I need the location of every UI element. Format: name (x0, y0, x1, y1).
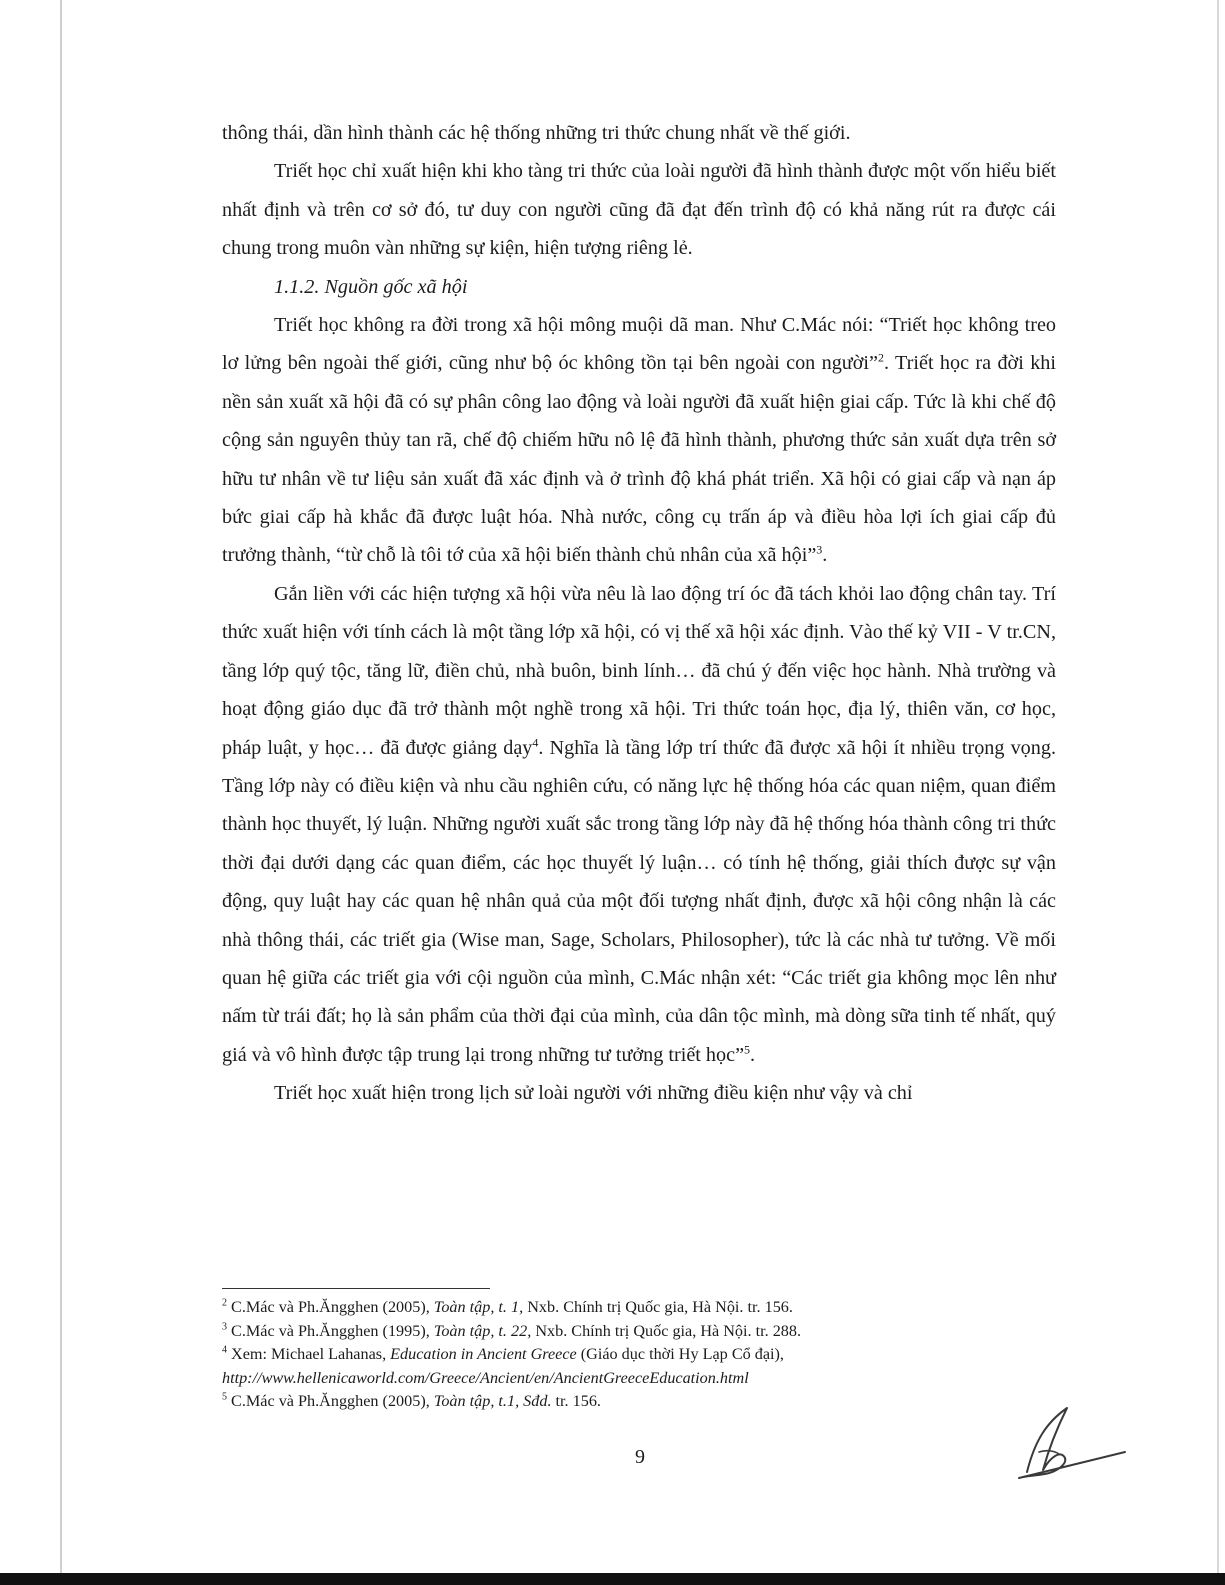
signature-mark (1005, 1400, 1135, 1490)
footnote-text: Toàn tập, t. 22, (433, 1321, 532, 1340)
paragraph-text: . Triết học ra đời khi nền sản xuất xã hội đã có sự phân công lao động và loài người đã xuất hiện giai cấp. Tức là khi chế độ cộng sản nguyên thủy tan rã, chế độ chiếm hữu nô lệ đã hình thành, phương thức sản xuất dựa trên sở hữu tư nhân về tư liệu sản xuất đã xác định và ở trình độ khá phát triển. Xã hội có giai cấp và nạn áp bức giai cấp hà khắc đã được luật hóa. Nhà nước, công cụ trấn áp và điều hòa lợi ích giai cấp đủ trưởng thành, “từ chỗ là tôi tớ của xã hội biến thành chủ nhân của xã hội” (222, 352, 1056, 567)
scan-edge-bottom (0, 1573, 1225, 1585)
body-text (222, 114, 1056, 1113)
footnote-text: Toàn tập, t. 1, (433, 1298, 524, 1316)
paragraph-text: Gắn liền với các hiện tượng xã hội vừa nêu là lao động trí óc đã tách khỏi lao động chân tay. Trí thức xuất hiện với tính cách là một tầng lớp xã hội, có vị thế xã hội xác định. Vào thế kỷ VII - V tr.CN, tầng lớp quý tộc, tăng lữ, điền chủ, nhà buôn, binh lính… đã chú ý đến việc học hành. Nhà trường và hoạt động giáo dục đã trở thành một nghề trong xã hội. Tri thức toán học, địa lý, thiên văn, cơ học, pháp luật, y học… đã được giảng dạy (222, 582, 1056, 759)
paragraph (222, 575, 1056, 1074)
paragraph-text: . Nghĩa là tầng lớp trí thức đã được xã hội ít nhiều trọng vọng. Tầng lớp này có điều kiện và nhu cầu nghiên cứu, có năng lực hệ thống hóa các quan niệm, quan điểm thành học thuyết, lý luận. Những người xuất sắc trong tầng lớp này đã hệ thống hóa thành công tri thức thời đại dưới dạng các quan điểm, các học thuyết lý luận… có tính hệ thống, giải thích được sự vận động, quy luật hay các quan hệ nhân quả của một đối tượng nhất định, được xã hội công nhận là các nhà thông thái, các triết gia (Wise man, Sage, Scholars, Philosopher), tức là các nhà tư tưởng. Về mối quan hệ giữa các triết gia với cội nguồn của mình, C.Mác nhận xét: “Các triết gia không mọc lên như nấm từ trái đất; họ là sản phẩm của thời đại của mình, của dân tộc mình, mà dòng sữa tinh tế nhất, quý giá và vô hình được tập trung lại trong những tư tưởng triết học” (222, 736, 1056, 1066)
footnote-ref: 4 (532, 734, 539, 749)
footnote-ref: 5 (744, 1042, 751, 1057)
footnote-separator (222, 1288, 490, 1289)
paragraph (222, 306, 1056, 575)
footnote-text: Toàn tập, t.1, Sđd. (433, 1392, 552, 1411)
footnote-number: 4 (222, 1344, 227, 1356)
paragraph-text: Triết học xuất hiện trong lịch sử loài người với những điều kiện như vậy và chỉ (274, 1082, 913, 1105)
paragraph-text: Triết học không ra đời trong xã hội mông muội dã man. Như C.Mác nói: “Triết học không treo lơ lửng bên ngoài thế giới, cũng như bộ óc không tồn tại bên ngoài con người” (222, 314, 1056, 375)
footnote-text: Nxb. Chính trị Quốc gia, Hà Nội. tr. 288. (531, 1321, 802, 1340)
footnotes (222, 1296, 1056, 1414)
footnote-text: tr. 156. (551, 1392, 601, 1411)
paragraph-text: 1.1.2. Nguồn gốc xã hội (274, 275, 468, 298)
page-number: 9 (635, 1446, 645, 1468)
scan-edge-right (1217, 0, 1219, 1585)
footnote (222, 1320, 1056, 1344)
footnote-text: C.Mác và Ph.Ăngghen (2005), (227, 1298, 434, 1316)
footnote-text: http://www.hellenicaworld.com/Greece/Ancient/en/AncientGreeceEducation.html (222, 1368, 749, 1387)
paragraph (222, 1074, 1056, 1112)
footnote-text: Xem: Michael Lahanas, (227, 1345, 391, 1364)
footnote (222, 1343, 1056, 1390)
footnote (222, 1390, 1056, 1414)
paragraph-text: thông thái, dần hình thành các hệ thống những tri thức chung nhất về thế giới. (222, 122, 851, 144)
scan-edge-left (60, 0, 62, 1585)
footnote-number: 3 (222, 1321, 227, 1333)
footnote-text: C.Mác và Ph.Ăngghen (1995), (227, 1321, 434, 1340)
footnote (222, 1296, 1056, 1320)
paragraph (222, 152, 1056, 267)
footnote-ref: 3 (816, 542, 823, 557)
paragraph-text: . (822, 544, 828, 567)
paragraph-text: . (750, 1043, 756, 1066)
footnote-number: 5 (222, 1391, 227, 1403)
footnote-ref: 2 (878, 350, 884, 365)
footnote-text: Education in Ancient Greece (390, 1345, 577, 1364)
paragraph-text: Triết học chỉ xuất hiện khi kho tàng tri thức của loài người đã hình thành được một vốn hiểu biết nhất định và trên cơ sở đó, tư duy con người cũng đã đạt đến trình độ có khả năng rút ra được cái chung trong muôn vàn những sự kiện, hiện tượng riêng lẻ. (222, 160, 1056, 260)
section-heading (222, 268, 1056, 306)
footnote-text: Nxb. Chính trị Quốc gia, Hà Nội. tr. 156. (523, 1298, 793, 1316)
footnote-number: 2 (222, 1297, 227, 1309)
paragraph (222, 114, 1056, 152)
footnote-text: C.Mác và Ph.Ăngghen (2005), (227, 1392, 434, 1411)
footnote-text: (Giáo dục thời Hy Lạp Cổ đại), (576, 1345, 784, 1364)
